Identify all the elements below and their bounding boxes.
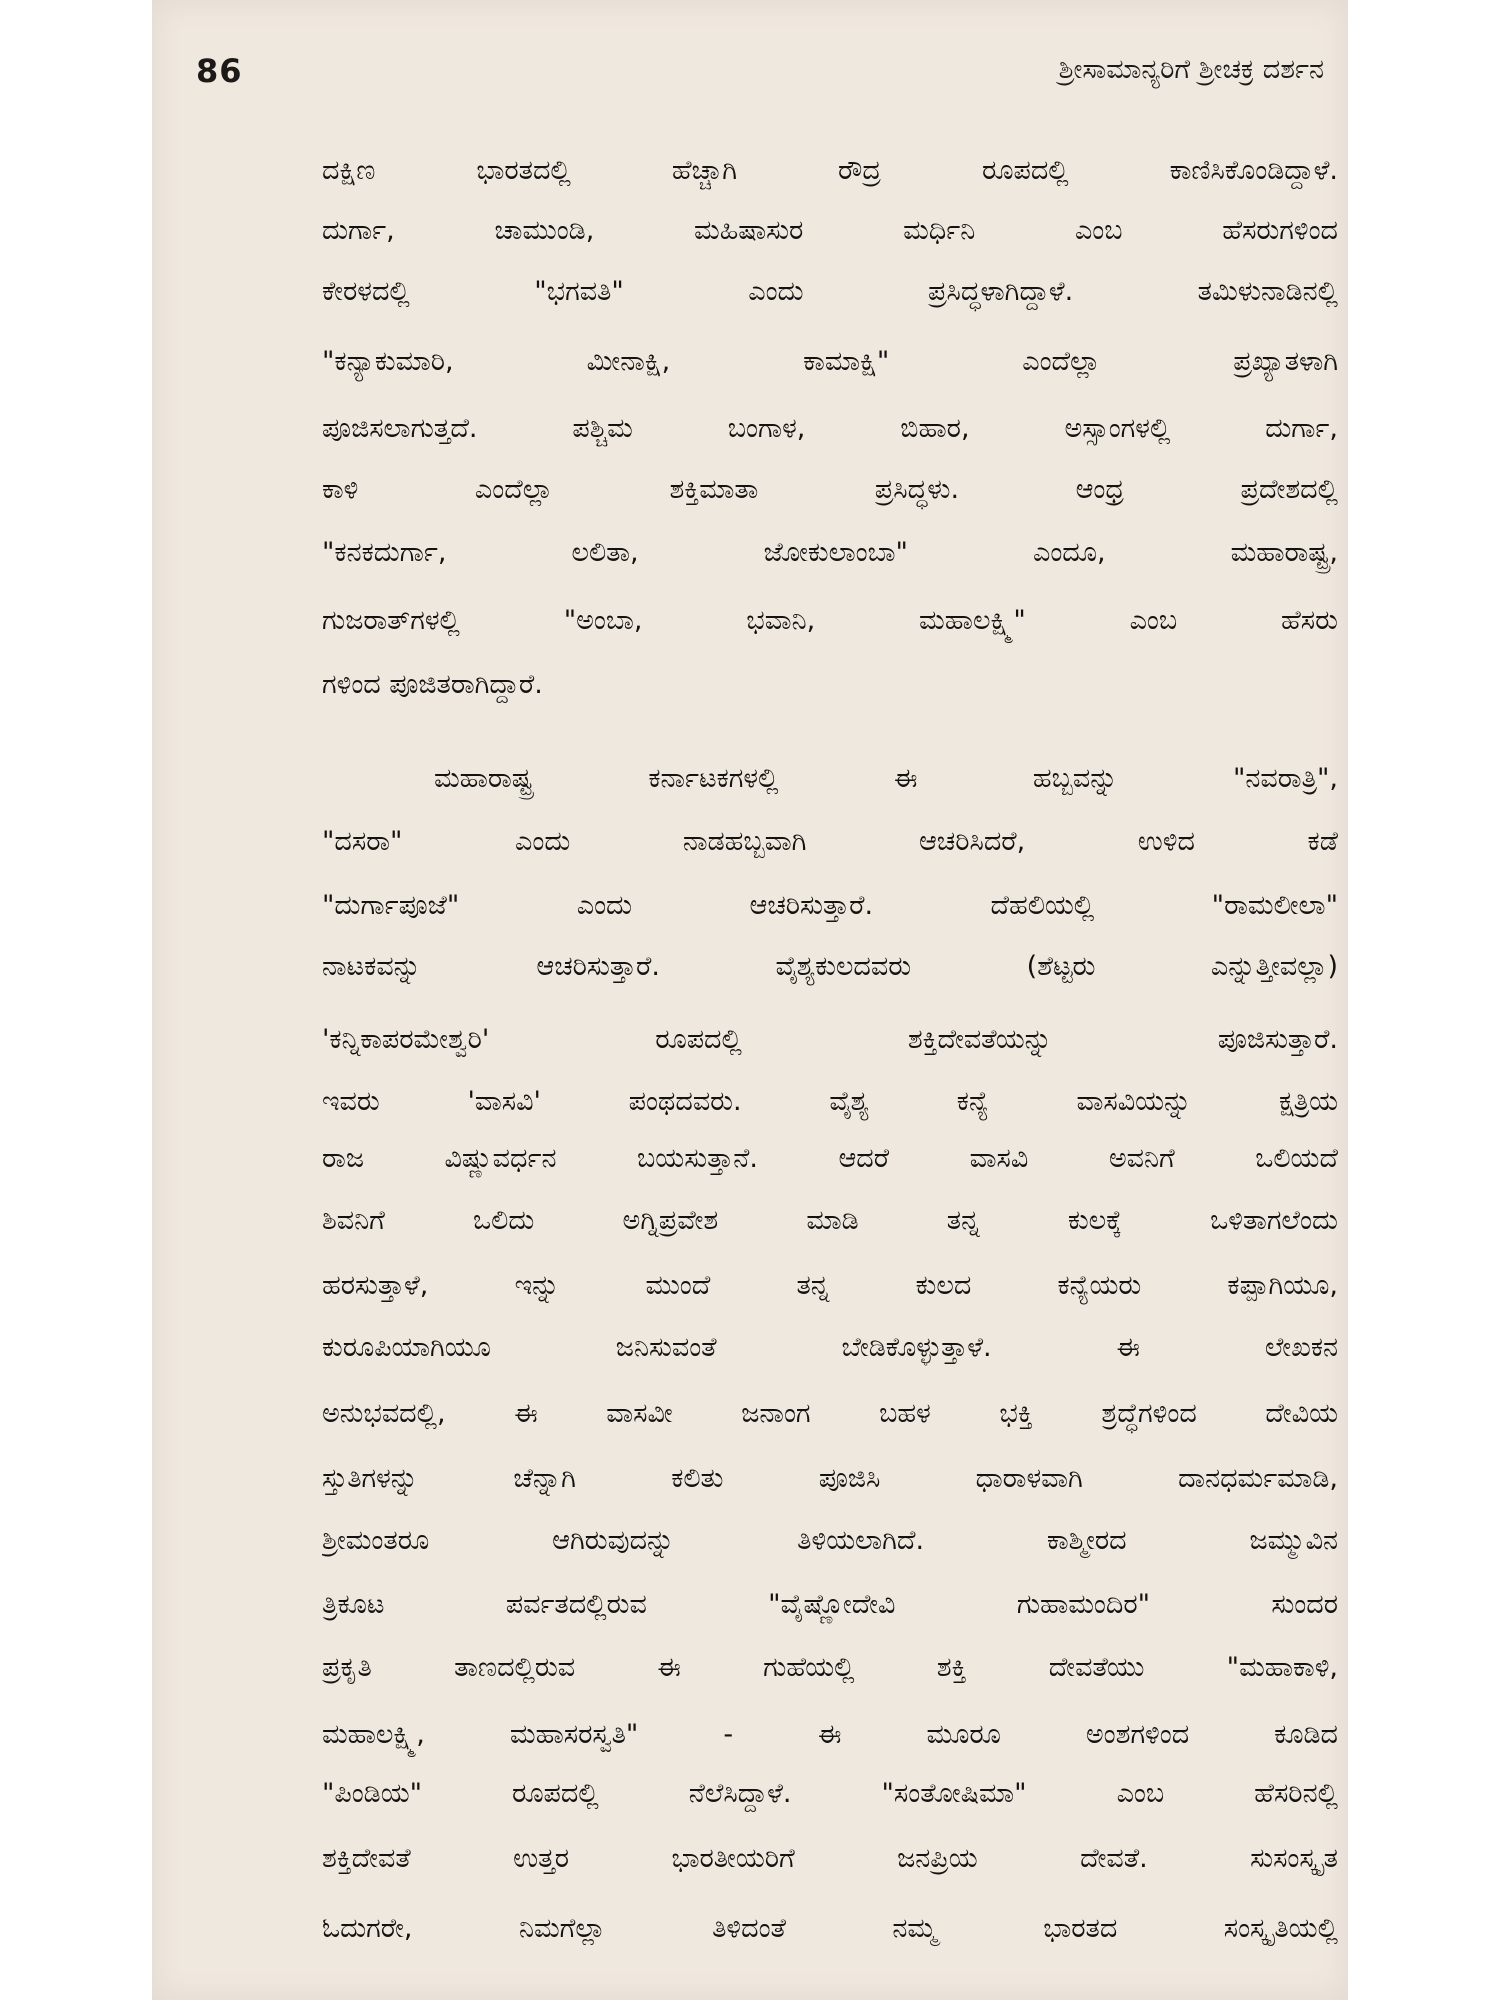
text-line: ತ್ರಿಕೂಟ ಪರ್ವತದಲ್ಲಿರುವ "ವೈಷ್ಣೋದೇವಿ ಗುಹಾಮಂದಿರ" ಸುಂದರ [322,1589,1338,1620]
text-line: ಮಹಾರಾಷ್ಟ್ರ ಕರ್ನಾಟಕಗಳಲ್ಲಿ ಈ ಹಬ್ಬವನ್ನು "ನವರಾತ್ರಿ", [434,763,1338,794]
text-line: ಕಾಳಿ ಎಂದೆಲ್ಲಾ ಶಕ್ತಿಮಾತಾ ಪ್ರಸಿದ್ಧಳು. ಆಂಧ್ರ ಪ್ರದೇಶದಲ್ಲಿ [322,474,1338,505]
text-line: ಪ್ರಕೃತಿ ತಾಣದಲ್ಲಿರುವ ಈ ಗುಹೆಯಲ್ಲಿ ಶಕ್ತಿ ದೇವತೆಯು "ಮಹಾಕಾಳಿ, [322,1652,1338,1683]
text-line: "ಕನಕದುರ್ಗಾ, ಲಲಿತಾ, ಜೋಕುಲಾಂಬಾ" ಎಂದೂ, ಮಹಾರಾಷ್ಟ್ರ, [322,537,1338,568]
text-line: ಗಳಿಂದ ಪೂಜಿತರಾಗಿದ್ದಾರೆ. [322,669,543,700]
text-line: 'ಕನ್ನಿಕಾಪರಮೇಶ್ವರಿ' ರೂಪದಲ್ಲಿ ಶಕ್ತಿದೇವತೆಯನ್ನು ಪೂಜಿಸುತ್ತಾರೆ. [322,1024,1338,1055]
text-line: ದುರ್ಗಾ, ಚಾಮುಂಡಿ, ಮಹಿಷಾಸುರ ಮರ್ಧಿನಿ ಎಂಬ ಹೆಸರುಗಳಿಂದ [322,215,1338,246]
text-line: ಸ್ತುತಿಗಳನ್ನು ಚೆನ್ನಾಗಿ ಕಲಿತು ಪೂಜಿಸಿ ಧಾರಾಳವಾಗಿ ದಾನಧರ್ಮಮಾಡಿ, [322,1463,1338,1494]
text-line: ಇವರು 'ವಾಸವಿ' ಪಂಥದವರು. ವೈಶ್ಯ ಕನ್ಯೆ ವಾಸವಿಯನ್ನು ಕ್ಷತ್ರಿಯ [322,1086,1338,1117]
text-line: ಪೂಜಿಸಲಾಗುತ್ತದೆ. ಪಶ್ಚಿಮ ಬಂಗಾಳ, ಬಿಹಾರ, ಅಸ್ಸಾಂಗಳಲ್ಲಿ ದುರ್ಗಾ, [322,413,1338,444]
text-line: ಹರಸುತ್ತಾಳೆ, ಇನ್ನು ಮುಂದೆ ತನ್ನ ಕುಲದ ಕನ್ಯೆಯರು ಕಪ್ಪಾಗಿಯೂ, [322,1270,1338,1301]
text-line: ಕುರೂಪಿಯಾಗಿಯೂ ಜನಿಸುವಂತೆ ಬೇಡಿಕೊಳ್ಳುತ್ತಾಳೆ. ಈ ಲೇಖಕನ [322,1332,1338,1363]
page-header [196,52,1324,96]
text-line: ದಕ್ಷಿಣ ಭಾರತದಲ್ಲಿ ಹೆಚ್ಚಾಗಿ ರೌದ್ರ ರೂಪದಲ್ಲಿ ಕಾಣಿಸಿಕೊಂಡಿದ್ದಾಳೆ. [322,155,1338,186]
text-line: "ಪಿಂಡಿಯ" ರೂಪದಲ್ಲಿ ನೆಲೆಸಿದ್ದಾಳೆ. "ಸಂತೋಷಿಮಾ" ಎಂಬ ಹೆಸರಿನಲ್ಲಿ [322,1778,1338,1809]
text-line: ಗುಜರಾತ್‌ಗಳಲ್ಲಿ "ಅಂಬಾ, ಭವಾನಿ, ಮಹಾಲಕ್ಷ್ಮಿ" ಎಂಬ ಹೆಸರು [322,605,1338,636]
text-line: ಓದುಗರೇ, ನಿಮಗೆಲ್ಲಾ ತಿಳಿದಂತೆ ನಮ್ಮ ಭಾರತದ ಸಂಸ್ಕೃತಿಯಲ್ಲಿ [322,1913,1338,1944]
page-number: 86 [196,52,243,90]
text-line: "ಕನ್ಯಾಕುಮಾರಿ, ಮೀನಾಕ್ಷಿ, ಕಾಮಾಕ್ಷಿ" ಎಂದೆಲ್ಲಾ ಪ್ರಖ್ಯಾತಳಾಗಿ [322,346,1338,377]
text-line: ಶ್ರೀಮಂತರೂ ಆಗಿರುವುದನ್ನು ತಿಳಿಯಲಾಗಿದೆ. ಕಾಶ್ಮೀರದ ಜಮ್ಮುವಿನ [322,1525,1338,1556]
text-line: ಶಿವನಿಗೆ ಒಲಿದು ಅಗ್ನಿಪ್ರವೇಶ ಮಾಡಿ ತನ್ನ ಕುಲಕ್ಕೆ ಒಳಿತಾಗಲೆಂದು [322,1205,1338,1236]
text-line: ಶಕ್ತಿದೇವತೆ ಉತ್ತರ ಭಾರತೀಯರಿಗೆ ಜನಪ್ರಿಯ ದೇವತೆ. ಸುಸಂಸ್ಕೃತ [322,1843,1338,1874]
book-page [152,0,1348,2000]
text-line: "ದುರ್ಗಾಪೂಜೆ" ಎಂದು ಆಚರಿಸುತ್ತಾರೆ. ದೆಹಲಿಯಲ್ಲಿ "ರಾಮಲೀಲಾ" [322,890,1338,921]
text-line: ನಾಟಕವನ್ನು ಆಚರಿಸುತ್ತಾರೆ. ವೈಶ್ಯಕುಲದವರು (ಶೆಟ್ಟರು ಎನ್ನುತ್ತೀವಲ್ಲಾ) [322,951,1338,982]
text-line: "ದಸರಾ" ಎಂದು ನಾಡಹಬ್ಬವಾಗಿ ಆಚರಿಸಿದರೆ, ಉಳಿದ ಕಡೆ [322,826,1338,857]
text-line: ಕೇರಳದಲ್ಲಿ "ಭಗವತಿ" ಎಂದು ಪ್ರಸಿದ್ಧಳಾಗಿದ್ದಾಳೆ. ತಮಿಳುನಾಡಿನಲ್ಲಿ [322,276,1338,307]
text-line: ಅನುಭವದಲ್ಲಿ, ಈ ವಾಸವೀ ಜನಾಂಗ ಬಹಳ ಭಕ್ತಿ ಶ್ರದ್ಧೆಗಳಿಂದ ದೇವಿಯ [322,1398,1338,1429]
text-line: ರಾಜ ವಿಷ್ಣುವರ್ಧನ ಬಯಸುತ್ತಾನೆ. ಆದರೆ ವಾಸವಿ ಅವನಿಗೆ ಒಲಿಯದೆ [322,1143,1338,1174]
text-line: ಮಹಾಲಕ್ಷ್ಮಿ, ಮಹಾಸರಸ್ವತಿ" - ಈ ಮೂರೂ ಅಂಶಗಳಿಂದ ಕೂಡಿದ [322,1719,1338,1750]
running-title: ಶ್ರೀಸಾಮಾನ್ಯರಿಗೆ ಶ್ರೀಚಕ್ರ ದರ್ಶನ [1058,54,1324,85]
